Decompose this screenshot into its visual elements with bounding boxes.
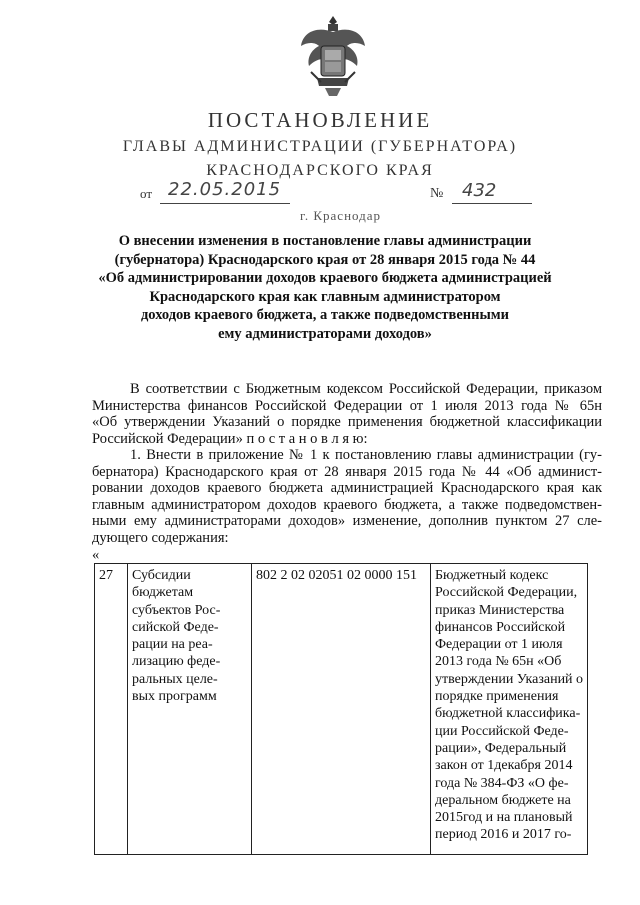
cell-line: финансов Российской [435, 619, 566, 635]
body-line: В соответствии с Бюджетным кодексом Российской Федерации, приказом [130, 381, 602, 397]
table-row [95, 564, 588, 855]
body-line: бернатора) Краснодарского края от 28 января 2015 года № 44 «Об админист- [92, 463, 602, 480]
title-line: доходов краевого бюджета, а также подведомственными [140, 307, 510, 323]
body-line: дующего содержания: [92, 529, 229, 546]
issuer-line-2: КРАСНОДАРСКОГО КРАЯ [206, 162, 434, 179]
date-value: 22.05.2015 [168, 179, 282, 200]
title-line: Краснодарского края как главным администратором [149, 288, 501, 305]
body-line: Российской Федерации» п о с т а н о в л я ю: [92, 430, 368, 447]
cell-line: лизацию феде- [132, 654, 221, 670]
cell-line: ции Российской Феде- [435, 723, 569, 739]
cell-line: порядке применения [435, 689, 559, 705]
budget-code-cell: 802 2 02 02051 02 0000 151 [252, 564, 431, 855]
body-line: ными ему администраторами доходов» изменение, дополнив пунктом 27 сле- [92, 513, 602, 529]
body-line: Министерства финансов Российской Федерации от 1 июля 2013 года № 65н [92, 397, 602, 414]
number-label: № [430, 186, 444, 201]
cell-line: бюджетам [132, 585, 194, 601]
cell-line: рации», Федеральный [435, 740, 567, 756]
cell-line: рации на реа- [132, 637, 213, 653]
coat-of-arms-emblem [297, 12, 369, 100]
number-underline [452, 203, 532, 204]
body-text [92, 381, 602, 546]
cell-line: сийской Феде- [132, 619, 219, 635]
date-label: от [140, 186, 153, 201]
issuer-line-1: ГЛАВЫ АДМИНИСТРАЦИИ (ГУБЕРНАТОРА) [122, 138, 518, 155]
cell-line: ральных целе- [132, 671, 218, 687]
title-line: ему администраторами доходов» [218, 325, 432, 342]
title-line: «Об администрировании доходов краевого бюджета администрацией [98, 270, 552, 286]
date-underline [160, 203, 290, 204]
cell-line: Российской Федерации, [435, 585, 578, 601]
cell-line: приказ Министерства [435, 602, 565, 618]
number-value: 432 [462, 180, 497, 201]
cell-line: деральном бюджете на [435, 792, 571, 808]
city-label: г. Краснодар [300, 208, 382, 223]
cell-line: утверждении Указаний о [435, 671, 584, 687]
title-line: (губернатора) Краснодарского края от 28 января 2015 года № 44 [114, 251, 536, 268]
cell-line: 2015год и на плановый [435, 810, 573, 826]
document-type-title: ПОСТАНОВЛЕНИЕ [207, 108, 433, 132]
revenue-name-cell [128, 564, 252, 855]
cell-line: закон от 1декабря 2014 [435, 758, 573, 774]
cell-line: вых программ [132, 689, 217, 705]
body-line: ровании доходов краевого бюджета администрацией Краснодарского края как [92, 480, 602, 496]
cell-line: субъектов Рос- [132, 602, 221, 618]
title-line: О внесении изменения в постановление главы администрации [118, 233, 532, 249]
opening-quote-mark: « [92, 547, 100, 563]
legal-basis-cell [431, 564, 588, 855]
cell-line: Бюджетный кодекс [435, 568, 549, 583]
cell-line: года № 384-ФЗ «О фе- [435, 775, 569, 791]
cell-line: бюджетной классифика- [435, 706, 581, 722]
revenue-code-table [94, 563, 588, 855]
document-subject-title [90, 232, 560, 343]
cell-line: период 2016 и 2017 го- [435, 827, 572, 843]
body-line: «Об утверждении Указаний о порядке применения бюджетной классификации [92, 414, 602, 430]
cell-line: Федерации от 1 июля [435, 637, 563, 653]
body-line: 1. Внести в приложение № 1 к постановлению главы администрации (гу- [130, 447, 602, 463]
cell-line: Субсидии [132, 568, 191, 583]
body-line: главным администратором доходов краевого бюджета, а также подведомствен- [92, 496, 602, 513]
item-number-cell: 27 [95, 564, 128, 855]
cell-line: 2013 года № 65н «Об [435, 654, 562, 670]
